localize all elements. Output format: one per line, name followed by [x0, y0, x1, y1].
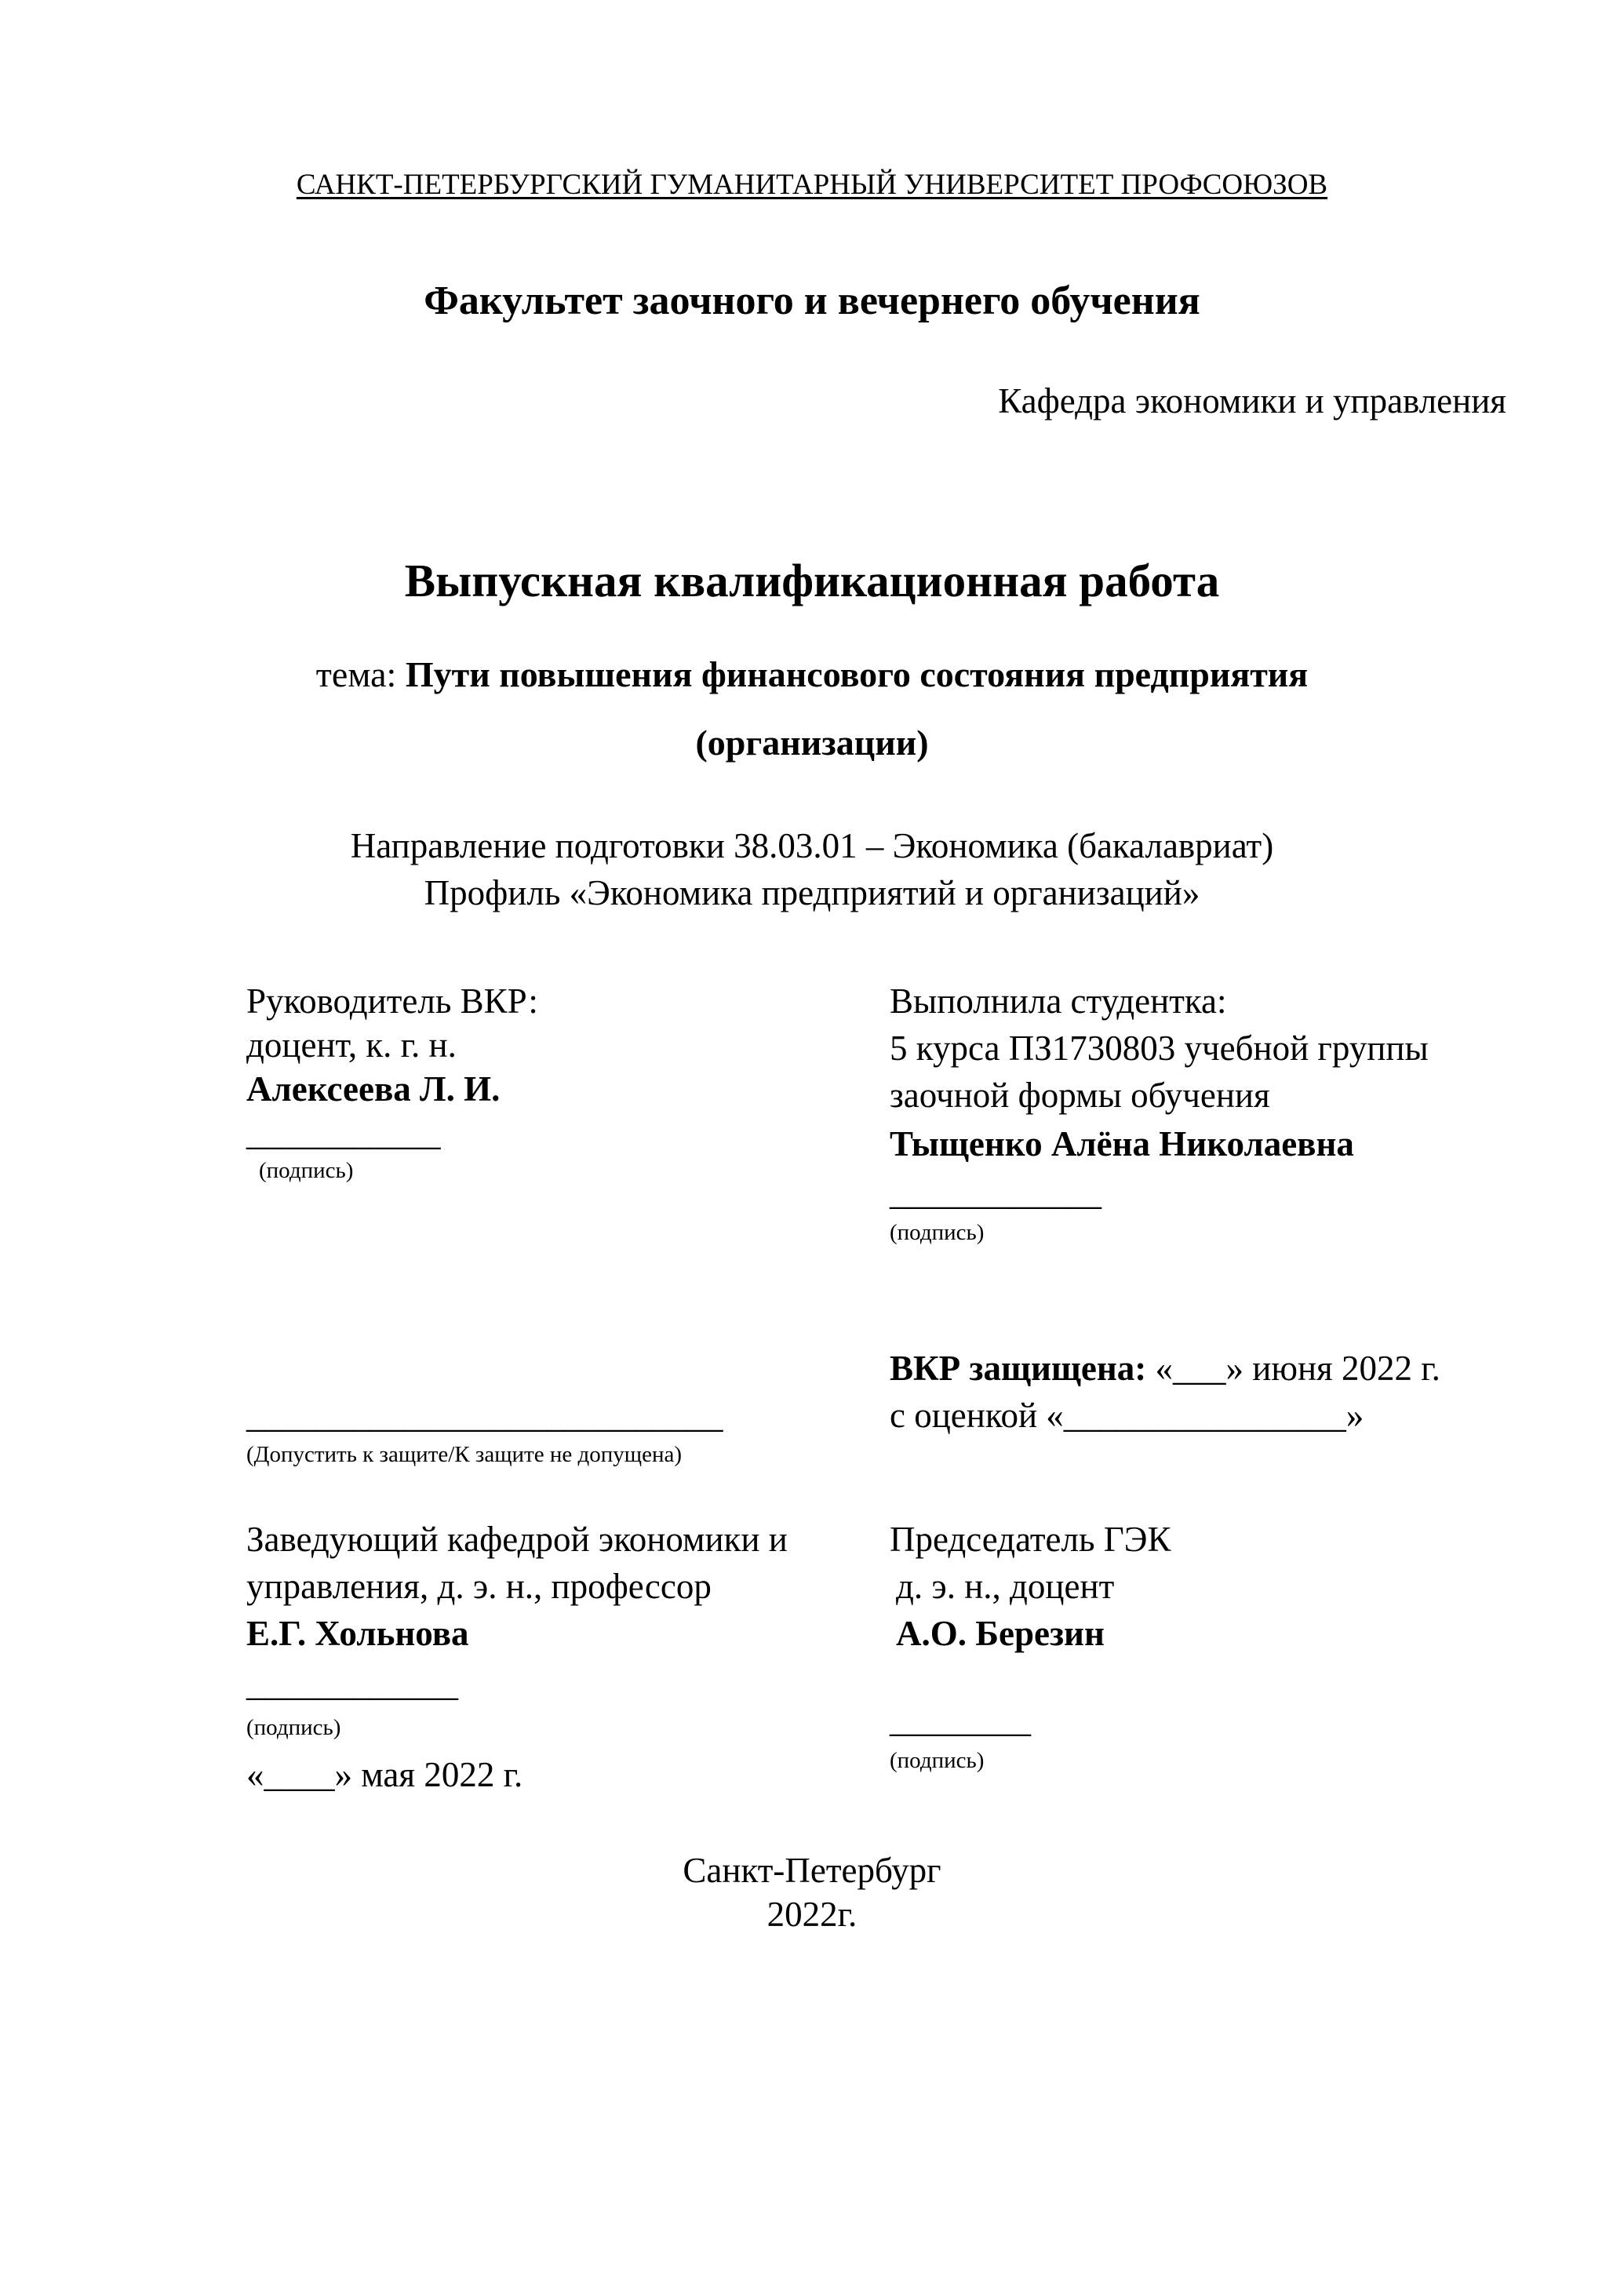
university-text: САНКТ-ПЕТЕРБУРГСКИЙ ГУМАНИТАРНЫЙ УНИВЕРСИТЕТ ПРОФСОЮЗОВ [296, 169, 1328, 201]
chairman-signature-caption: (подпись) [890, 1748, 985, 1773]
chairman-degree: д. э. н., доцент [896, 1567, 1115, 1606]
student-signature-line: ____________ [890, 1173, 1101, 1212]
head-title-line-1: Заведующий кафедрой экономики и [246, 1520, 788, 1559]
student-name: Тыщенко Алёна Николаевна [890, 1124, 1354, 1163]
study-direction: Направление подготовки 38.03.01 – Экономика (бакалавриат) [350, 826, 1274, 865]
defense-date [890, 1348, 1440, 1389]
study-profile: Профиль «Экономика предприятий и организаций» [424, 873, 1200, 912]
chairman-label: Председатель ГЭК [890, 1520, 1171, 1559]
work-title: Выпускная квалификационная работа [404, 555, 1220, 606]
supervisor-signature-line: ___________ [246, 1113, 441, 1152]
admission-line: ___________________________ [246, 1396, 723, 1435]
department-name: Кафедра экономики и управления [998, 381, 1506, 421]
head-date: «____» мая 2022 г. [246, 1755, 523, 1794]
head-name: Е.Г. Хольнова [246, 1614, 469, 1653]
head-signature-caption: (подпись) [246, 1715, 341, 1740]
student-course: 5 курса ПЗ1730803 учебной группы [890, 1029, 1429, 1068]
topic-prefix: тема: [315, 654, 406, 694]
head-signature-line: ____________ [246, 1664, 458, 1703]
supervisor-label: Руководитель ВКР: [246, 981, 538, 1021]
admission-caption: (Допустить к защите/К защите не допущена) [246, 1442, 683, 1467]
topic-line-2: (организации) [695, 723, 929, 763]
defense-grade: с оценкой «________________» [890, 1396, 1364, 1435]
supervisor-degree: доцент, к. г. н. [246, 1025, 457, 1065]
student-study-form: заочной формы обучения [890, 1076, 1270, 1115]
student-label: Выполнила студентка: [890, 981, 1227, 1021]
topic-line-1 [0, 654, 1624, 695]
defense-label: ВКР защищена: [890, 1349, 1147, 1388]
defense-date-text: «___» июня 2022 г. [1146, 1349, 1440, 1388]
university-name [0, 168, 1624, 202]
faculty-heading: Факультет заочного и вечернего обучения [424, 279, 1200, 323]
topic-text: Пути повышения финансового состояния предприятия [405, 654, 1309, 694]
city: Санкт-Петербург [683, 1851, 941, 1890]
student-signature-caption: (подпись) [890, 1220, 985, 1245]
supervisor-name: Алексеева Л. И. [246, 1069, 501, 1109]
chairman-name: А.О. Березин [896, 1614, 1105, 1653]
year: 2022г. [766, 1895, 858, 1934]
chairman-signature-line: ________ [890, 1700, 1031, 1739]
supervisor-signature-caption: (подпись) [259, 1158, 354, 1183]
head-title-line-2: управления, д. э. н., профессор [246, 1567, 712, 1606]
